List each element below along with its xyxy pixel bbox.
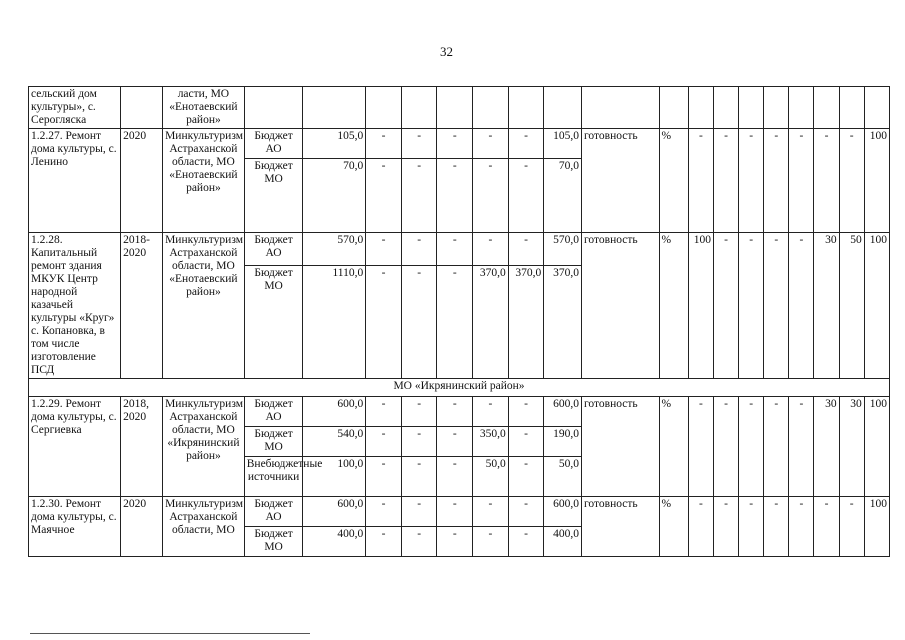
table-row xyxy=(29,497,890,527)
cell-year-value: - xyxy=(473,527,509,557)
cell-year-value: - xyxy=(401,427,437,457)
cell-executor: Минкультуризм Астраханской области, МО xyxy=(163,497,245,557)
cell-source: Бюджет МО xyxy=(244,159,303,233)
cell-year-value: - xyxy=(473,129,509,159)
cell-year-value: 370,0 xyxy=(473,265,509,378)
cell-years: 2018, 2020 xyxy=(121,397,163,497)
cell-empty xyxy=(864,87,889,129)
cell-total: 570,0 xyxy=(303,233,366,266)
cell-indicator: готовность xyxy=(582,397,660,497)
cell-empty xyxy=(401,87,437,129)
cell-total: 400,0 xyxy=(303,527,366,557)
cell-indicator: готовность xyxy=(582,233,660,379)
cell-year-value: - xyxy=(437,233,473,266)
cell-name: сельский дом культуры», с. Серогляска xyxy=(29,87,121,129)
cell-target: - xyxy=(764,233,789,379)
cell-year-value: 50,0 xyxy=(473,457,509,497)
cell-target: - xyxy=(739,233,764,379)
cell-target: - xyxy=(764,129,789,233)
cell-last-value: 600,0 xyxy=(544,497,582,527)
cell-year-value: - xyxy=(437,397,473,427)
cell-total: 540,0 xyxy=(303,427,366,457)
cell-year-value: - xyxy=(508,159,544,233)
section-header-row xyxy=(29,379,890,397)
cell-target: - xyxy=(739,129,764,233)
cell-year-value: - xyxy=(437,527,473,557)
cell-year-value: - xyxy=(401,265,437,378)
cell-target: - xyxy=(839,129,864,233)
cell-source: Бюджет АО xyxy=(244,497,303,527)
table-row-continuation xyxy=(29,87,890,129)
cell-year-value: - xyxy=(437,159,473,233)
table-row xyxy=(29,129,890,159)
cell-year-value: - xyxy=(366,527,402,557)
cell-empty xyxy=(437,87,473,129)
cell-year-value: - xyxy=(401,397,437,427)
cell-target: - xyxy=(814,129,839,233)
cell-unit: % xyxy=(659,397,688,497)
cell-target: 30 xyxy=(814,233,839,379)
cell-year-value: - xyxy=(366,497,402,527)
cell-year-value: 350,0 xyxy=(473,427,509,457)
cell-indicator: готовность xyxy=(582,497,660,557)
cell-total: 105,0 xyxy=(303,129,366,159)
cell-last-value: 400,0 xyxy=(544,527,582,557)
cell-target: - xyxy=(789,397,814,497)
cell-year-value: - xyxy=(508,397,544,427)
cell-year-value: - xyxy=(366,427,402,457)
cell-year-value: - xyxy=(437,497,473,527)
cell-target: - xyxy=(739,397,764,497)
cell-year-value: - xyxy=(437,129,473,159)
cell-target: - xyxy=(789,129,814,233)
cell-last-value: 50,0 xyxy=(544,457,582,497)
cell-year-value: - xyxy=(437,265,473,378)
cell-year-value: - xyxy=(366,233,402,266)
cell-year-value: - xyxy=(366,397,402,427)
cell-empty xyxy=(366,87,402,129)
cell-total: 600,0 xyxy=(303,497,366,527)
cell-unit: % xyxy=(659,129,688,233)
cell-last-value: 190,0 xyxy=(544,427,582,457)
cell-target: - xyxy=(764,397,789,497)
cell-empty xyxy=(688,87,713,129)
cell-year-value: - xyxy=(366,129,402,159)
cell-year-value: - xyxy=(508,233,544,266)
program-table xyxy=(28,86,890,557)
cell-year-value: - xyxy=(401,527,437,557)
cell-empty xyxy=(473,87,509,129)
cell-indicator: готовность xyxy=(582,129,660,233)
cell-source: Бюджет АО xyxy=(244,129,303,159)
cell-year-value: - xyxy=(437,427,473,457)
cell-target: 100 xyxy=(864,233,889,379)
cell-unit: % xyxy=(659,233,688,379)
cell-empty xyxy=(739,87,764,129)
cell-empty xyxy=(713,87,738,129)
cell-year-value: - xyxy=(508,527,544,557)
cell-target: - xyxy=(789,233,814,379)
cell-name: 1.2.30. Ремонт дома культуры, с. Маячное xyxy=(29,497,121,557)
cell-empty xyxy=(582,87,660,129)
cell-empty xyxy=(814,87,839,129)
cell-year-value: - xyxy=(401,457,437,497)
cell-year-value: - xyxy=(401,233,437,266)
page-number: 32 xyxy=(440,44,453,59)
cell-source: Внебюджетные источники xyxy=(244,457,303,497)
cell-last-value: 105,0 xyxy=(544,129,582,159)
cell-target: - xyxy=(688,129,713,233)
cell-executor: Минкультуризм Астраханской области, МО «Икрянинский район» xyxy=(163,397,245,497)
cell-executor: Минкультуризм Астраханской области, МО «Енотаевский район» xyxy=(163,233,245,379)
cell-years: 2020 xyxy=(121,129,163,233)
cell-target: 100 xyxy=(864,129,889,233)
section-title: МО «Икрянинский район» xyxy=(29,379,890,397)
cell-source: Бюджет МО xyxy=(244,427,303,457)
cell-source: Бюджет АО xyxy=(244,233,303,266)
cell-target: - xyxy=(713,233,738,379)
cell-last-value: 70,0 xyxy=(544,159,582,233)
cell-empty xyxy=(244,87,303,129)
cell-empty xyxy=(544,87,582,129)
cell-total: 1110,0 xyxy=(303,265,366,378)
cell-year-value: - xyxy=(366,457,402,497)
cell-last-value: 370,0 xyxy=(544,265,582,378)
cell-year-value: - xyxy=(401,159,437,233)
cell-year-value: - xyxy=(473,233,509,266)
cell-target: 100 xyxy=(864,397,889,497)
cell-last-value: 600,0 xyxy=(544,397,582,427)
cell-name: 1.2.29. Ремонт дома культуры, с. Сергиевка xyxy=(29,397,121,497)
cell-total: 600,0 xyxy=(303,397,366,427)
cell-target: 100 xyxy=(688,233,713,379)
cell-years xyxy=(121,87,163,129)
cell-empty xyxy=(508,87,544,129)
cell-target: - xyxy=(713,397,738,497)
cell-name: 1.2.27. Ремонт дома культуры, с. Ленино xyxy=(29,129,121,233)
cell-target: - xyxy=(688,397,713,497)
table-row xyxy=(29,233,890,266)
cell-target: 30 xyxy=(814,397,839,497)
cell-empty xyxy=(659,87,688,129)
cell-total: 100,0 xyxy=(303,457,366,497)
cell-year-value: - xyxy=(366,265,402,378)
cell-executor: Минкультуризм Астраханской области, МО «Енотаевский район» xyxy=(163,129,245,233)
cell-years: 2020 xyxy=(121,497,163,557)
cell-empty xyxy=(839,87,864,129)
cell-total: 70,0 xyxy=(303,159,366,233)
cell-year-value: - xyxy=(401,497,437,527)
cell-year-value: - xyxy=(401,129,437,159)
cell-empty xyxy=(303,87,366,129)
cell-year-value: 370,0 xyxy=(508,265,544,378)
cell-years: 2018-2020 xyxy=(121,233,163,379)
cell-source: Бюджет МО xyxy=(244,265,303,378)
cell-year-value: - xyxy=(473,497,509,527)
cell-last-value: 570,0 xyxy=(544,233,582,266)
cell-target: - xyxy=(839,497,864,557)
cell-executor: ласти, МО «Енотаевский район» xyxy=(163,87,245,129)
cell-target: - xyxy=(739,497,764,557)
cell-target: 30 xyxy=(839,397,864,497)
cell-empty xyxy=(764,87,789,129)
cell-target: - xyxy=(713,497,738,557)
cell-year-value: - xyxy=(437,457,473,497)
table-row xyxy=(29,397,890,427)
cell-year-value: - xyxy=(473,159,509,233)
cell-year-value: - xyxy=(508,427,544,457)
cell-target: - xyxy=(688,497,713,557)
cell-name: 1.2.28. Капитальный ремонт здания МКУК Центр народной казачьей культуры «Круг» с. Копановка, в том числе изготовление ПСД xyxy=(29,233,121,379)
cell-year-value: - xyxy=(508,129,544,159)
cell-year-value: - xyxy=(473,397,509,427)
cell-target: - xyxy=(789,497,814,557)
cell-empty xyxy=(789,87,814,129)
cell-target: 100 xyxy=(864,497,889,557)
cell-target: - xyxy=(713,129,738,233)
cell-unit: % xyxy=(659,497,688,557)
cell-year-value: - xyxy=(508,497,544,527)
cell-target: - xyxy=(814,497,839,557)
cell-target: - xyxy=(764,497,789,557)
cell-year-value: - xyxy=(508,457,544,497)
cell-year-value: - xyxy=(366,159,402,233)
cell-source: Бюджет МО xyxy=(244,527,303,557)
scan-edge-line xyxy=(30,633,310,634)
cell-target: 50 xyxy=(839,233,864,379)
cell-source: Бюджет АО xyxy=(244,397,303,427)
